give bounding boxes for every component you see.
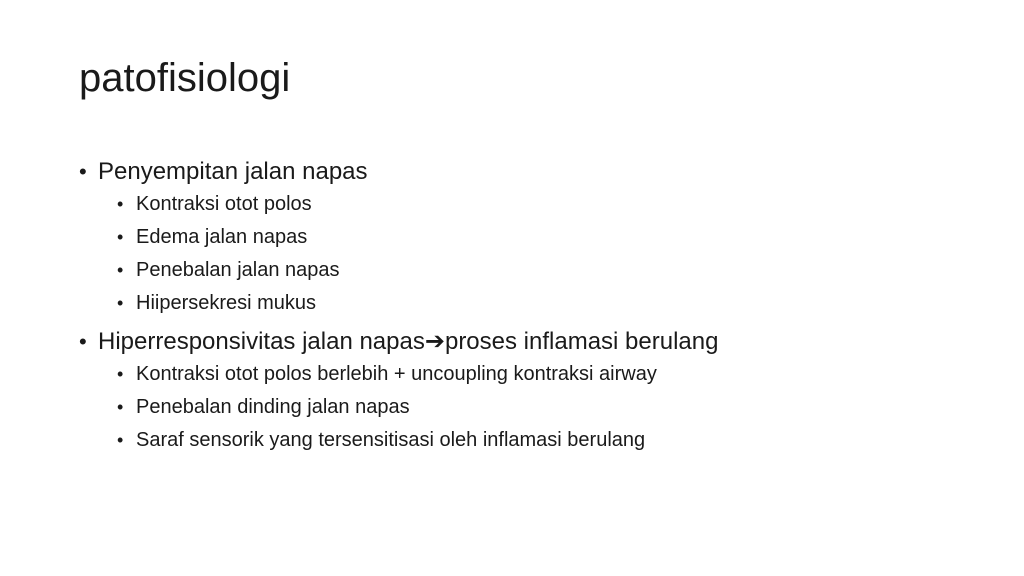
bullet-glyph: • — [117, 260, 124, 280]
sub-bullet — [79, 221, 959, 254]
sub-bullet — [79, 287, 959, 320]
bullet-glyph: • — [117, 430, 124, 450]
bullet-glyph: • — [117, 397, 124, 417]
sub-bullet-list-1 — [79, 188, 959, 320]
bullet-glyph: • — [117, 293, 124, 313]
bullet-glyph: • — [79, 159, 87, 184]
sub-bullet-text: Kontraksi otot polos — [136, 193, 312, 215]
bullet-point-1-text: Penyempitan jalan napas — [98, 158, 368, 185]
sub-bullet-text: Penebalan dinding jalan napas — [136, 396, 410, 418]
sub-bullet-text: Kontraksi otot polos berlebih + uncoupling kontraksi airway — [136, 363, 657, 385]
bullet-point-2-text-before: Hiperresponsivitas jalan napas — [98, 328, 425, 355]
sub-bullet-text: Edema jalan napas — [136, 226, 308, 248]
bullet-glyph: • — [117, 194, 124, 214]
arrow-right-icon: ➔ — [424, 328, 445, 355]
bullet-glyph: • — [117, 364, 124, 384]
slide-content — [79, 156, 959, 463]
sub-bullet-text: Penebalan jalan napas — [136, 259, 340, 281]
sub-bullet-text: Hiipersekresi mukus — [136, 292, 317, 314]
slide-title: patofisiologi — [79, 56, 291, 100]
sub-bullet — [79, 254, 959, 287]
bullet-point-2-text-after: proses inflamasi berulang — [444, 328, 719, 355]
bullet-glyph: • — [79, 329, 87, 354]
bullet-point-2 — [79, 326, 959, 358]
sub-bullet — [79, 358, 959, 391]
sub-bullet — [79, 391, 959, 424]
bullet-point-1 — [79, 156, 959, 188]
sub-bullet-text: Saraf sensorik yang tersensitisasi oleh inflamasi berulang — [136, 429, 646, 451]
sub-bullet — [79, 424, 959, 457]
bullet-glyph: • — [117, 227, 124, 247]
sub-bullet-list-2 — [79, 358, 959, 457]
sub-bullet — [79, 188, 959, 221]
